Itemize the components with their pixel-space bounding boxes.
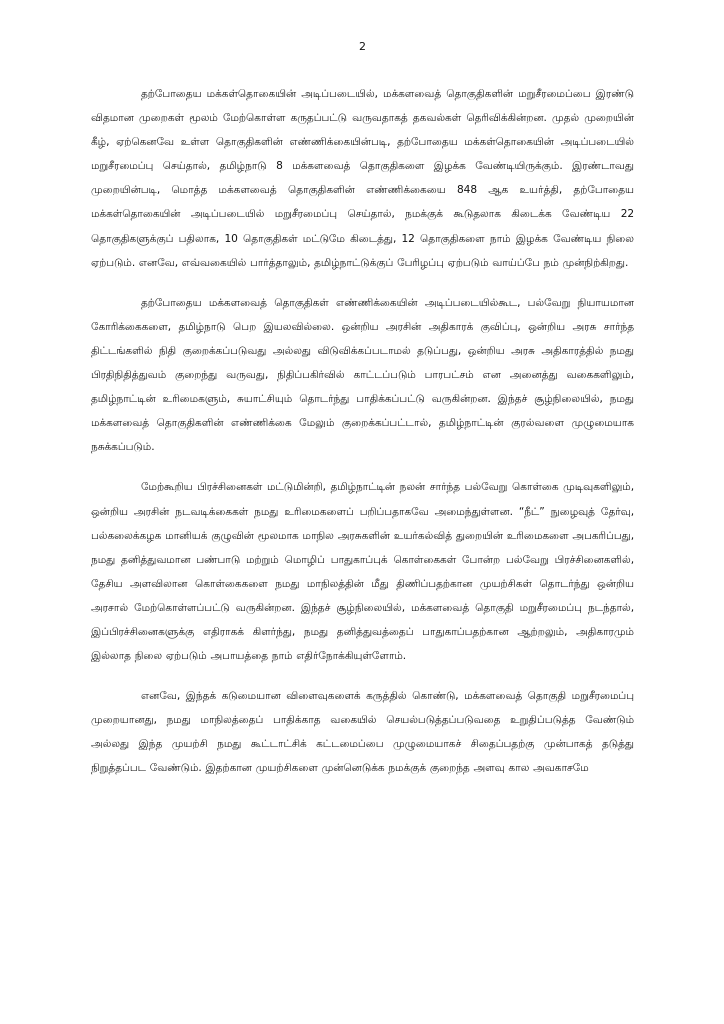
paragraph-delimitation-methods: தற்போதைய மக்கள்தொகையின் அடிப்படையில், மக்களவைத் தொகுதிகளின் மறுசீரமைப்பை இரண்டு விதமான முறைகள் மூலம் மேற்கொள்ள கருதப்பட்டு வருவதாகத் தகவல்கள் தெரிவிக்கின்றன. முதல் முறையின் கீழ், ஏற்கெனவே உள்ள தொகுதிகளின் எண்ணிக்கையின்படி, தற்போதைய மக்கள்தொகையின் அடிப்படையில் மறுசீரமைப்பு செய்தால், தமிழ்நாடு 8 மக்களவைத் தொகுதிகளை இழக்க வேண்டியிருக்கும். இரண்டாவது முறையின்படி, மொத்த மக்களவைத் தொகுதிகளின் எண்ணிக்கையை 848 ஆக உயர்த்தி, தற்போதைய மக்கள்தொகையின் அடிப்படையில் மறுசீரமைப்பு செய்தால், நமக்குக் கூடுதலாக கிடைக்க வேண்டிய 22 தொகுதிகளுக்குப் பதிலாக, 10 தொகுதிகள் மட்டுமே கிடைத்து, 12 தொகுதிகளை நாம் இழக்க வேண்டிய நிலை ஏற்படும். எனவே, எவ்வகையில் பார்த்தாலும், தமிழ்நாட்டுக்குப் பேரிழப்பு ஏற்படும் வாய்ப்பே நம் முன்நிற்கிறது. xyxy=(91,88,634,269)
paragraph-current-grievances: தற்போதைய மக்களவைத் தொகுதிகள் எண்ணிக்கையின் அடிப்படையில்கூட, பல்வேறு நியாயமான கோரிக்கைகளை, தமிழ்நாடு பெற இயலவில்லை. ஒன்றிய அரசின் அதிகாரக் குவிப்பு, ஒன்றிய அரசு சார்ந்த திட்டங்களில் நிதி குறைக்கப்படுவது அல்லது விடுவிக்கப்படாமல் தடுப்பது, ஒன்றிய அரசு அதிகாரத்தில் நமது பிரதிநிதித்துவம் குறைந்து வருவது, நிதிப்பகிர்வில் காட்டப்படும் பாரபட்சம் என அனைத்து வகைகளிலும், தமிழ்நாட்டின் உரிமைகளும், சுயாட்சியும் தொடர்ந்து பாதிக்கப்பட்டு வருகின்றன. இந்தச் சூழ்நிலையில், நமது மக்களவைத் தொகுதிகளின் எண்ணிக்கை மேலும் குறைக்கப்பட்டால், தமிழ்நாட்டின் குரல்வளை முழுமையாக நசுக்கப்படும். xyxy=(91,296,634,454)
paragraph-call-to-action: எனவே, இந்தக் கடுமையான விளைவுகளைக் கருத்தில் கொண்டு, மக்களவைத் தொகுதி மறுசீரமைப்பு முறையானது, நமது மாநிலத்தைப் பாதிக்காத வகையில் செயல்படுத்தப்படுவதை உறுதிப்படுத்த வேண்டும் அல்லது இந்த முயற்சி நமது கூட்டாட்சிக் கட்டமைப்பை முழுமையாகச் சிதைப்பதற்கு முன்பாகத் தடுத்து நிறுத்தப்பட வேண்டும். இதற்கான முயற்சிகளை முன்னெடுக்க நமக்குக் குறைந்த அளவு கால அவகாசமே xyxy=(91,690,634,775)
paragraph-policy-impositions: மேற்கூறிய பிரச்சினைகள் மட்டுமின்றி, தமிழ்நாட்டின் நலன் சார்ந்த பல்வேறு கொள்கை முடிவுகளிலும், ஒன்றிய அரசின் நடவடிக்கைகள் நமது உரிமைகளைப் பறிப்பதாகவே அமைந்துள்ளன. “நீட்” நுழைவுத் தேர்வு, பல்கலைக்கழக மானியக் குழுவின் மூலமாக மாநில அரசுகளின் உயர்கல்வித் துறையின் உரிமைகளை அபகரிப்பது, நமது தனித்துவமான பண்பாடு மற்றும் மொழிப் பாதுகாப்புக் கொள்கைகள் போன்ற பல்வேறு பிரச்சினைகளில், தேசிய அளவிலான கொள்கைகளை நமது மாநிலத்தின் மீது திணிப்பதற்கான முயற்சிகள் தொடர்ந்து ஒன்றிய அரசால் மேற்கொள்ளப்பட்டு வருகின்றன. இந்தச் சூழ்நிலையில், மக்களவைத் தொகுதி மறுசீரமைப்பு நடந்தால், இப்பிரச்சினைகளுக்கு எதிராகக் கிளர்ந்து, நமது தனித்துவத்தைப் பாதுகாப்பதற்கான ஆற்றலும், அதிகாரமும் இல்லாத நிலை ஏற்படும் அபாயத்தை நாம் எதிர்நோக்கியுள்ளோம். xyxy=(91,481,634,663)
page-number: 2 xyxy=(359,40,366,53)
